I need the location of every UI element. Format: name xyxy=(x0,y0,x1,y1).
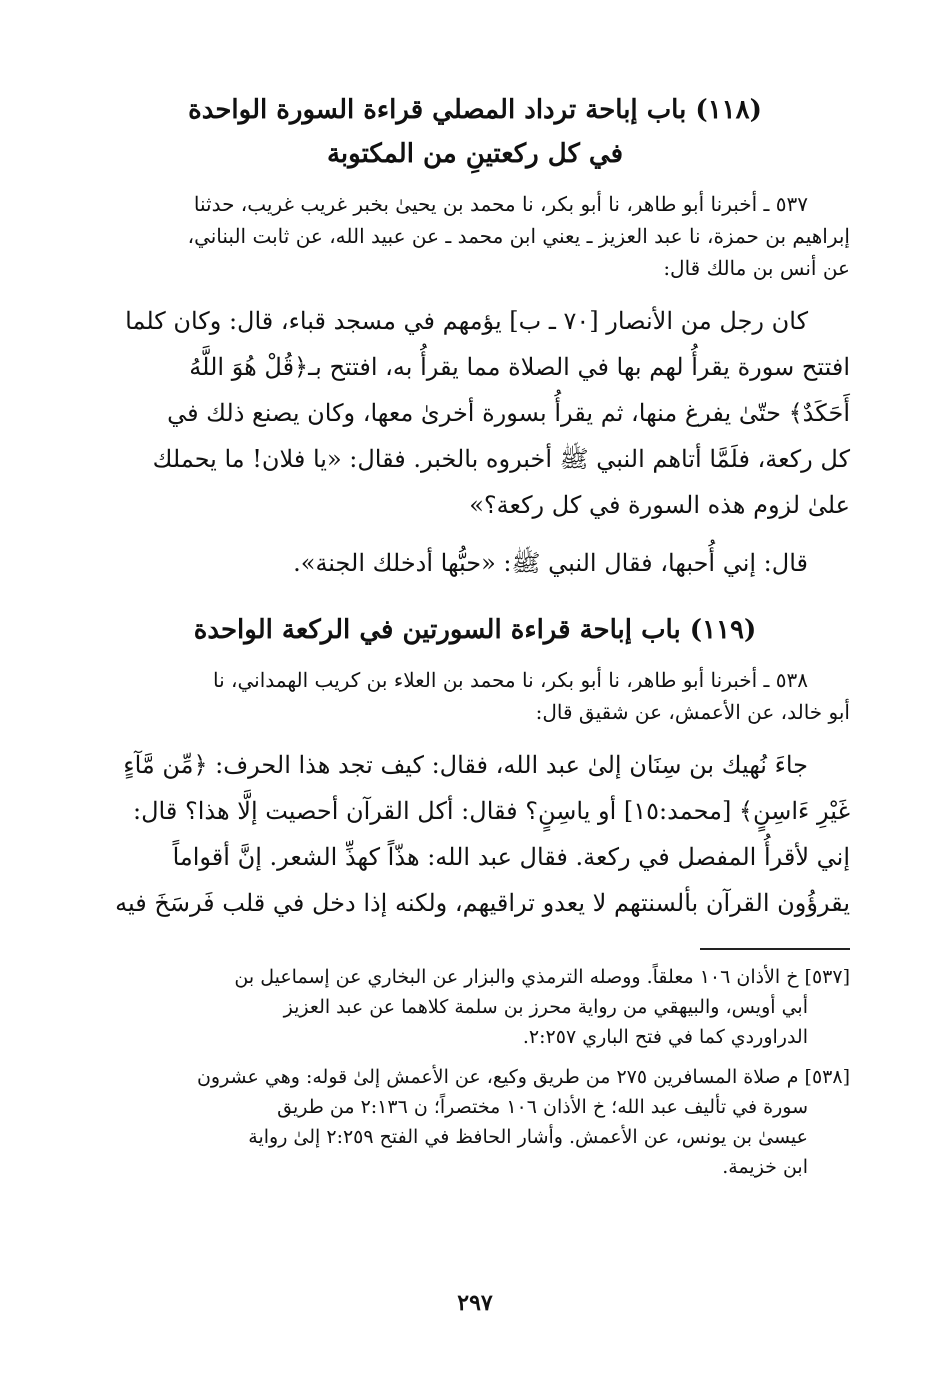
matn-line: كان رجل من الأنصار [٧٠ ـ ب] يؤمهم في مسجد قباء، قال: وكان كلما xyxy=(125,307,808,335)
footnote-line: [٥٣٨] م صلاة المسافرين ٢٧٥ من طريق وكيع، عن الأعمش إلىٰ قوله: وهي عشرون xyxy=(196,1066,850,1088)
matn-line: جاءَ نُهيك بن سِنَان إلىٰ عبد الله، فقال: كيف تجد هذا الحرف: ﴿مِّن مَّآءٍ xyxy=(123,751,808,779)
isnad-line: أبو خالد، عن الأعمش، عن شقيق قال: xyxy=(535,700,850,724)
hadith-538-isnad xyxy=(100,664,850,728)
footnote-line: [٥٣٧] خ الأذان ١٠٦ معلقاً. ووصله الترمذي والبزار عن البخاري عن إسماعيل بن xyxy=(234,966,850,988)
footnote-537 xyxy=(100,962,850,1052)
matn-line: افتتح سورة يقرأُ لهم بها في الصلاة مما يقرأُ به، افتتح بـ﴿قُلْ هُوَ اللَّهُ xyxy=(189,353,850,381)
matn-line: قال: إني أُحبها، فقال النبي ﷺ: «حبُّها أدخلك الجنة». xyxy=(293,549,808,577)
matn-line: غَيْرِ ءَاسِنٍ﴾ [محمد:١٥] أو ياسِنٍ؟ فقال: أكل القرآن أحصيت إلَّا هذا؟ قال: xyxy=(133,797,850,825)
chapter-title-119: (١١٩) باب إباحة قراءة السورتين في الركعة الواحدة xyxy=(193,615,757,645)
chapter-heading-118 xyxy=(100,88,850,176)
book-page xyxy=(100,88,850,1192)
isnad-line: ٥٣٧ ـ أخبرنا أبو طاهر، نا أبو بكر، نا محمد بن يحيىٰ بخبر غريب غريب، حدثنا xyxy=(193,192,808,216)
chapter-title-118-line1: (١١٨) باب إباحة ترداد المصلي قراءة السورة الواحدة xyxy=(188,95,762,125)
chapter-title-118-line2: في كل ركعتينِ من المكتوبة xyxy=(326,139,624,169)
footnote-line: سورة في تأليف عبد الله؛ خ الأذان ١٠٦ مختصراً؛ ن ٢:١٣٦ من طريق xyxy=(277,1096,808,1118)
footnote-line: أبي أويس، والبيهقي من رواية محرز بن سلمة كلاهما عن عبد العزيز xyxy=(283,996,808,1018)
matn-line: يقرؤُون القرآن بألسنتهم لا يعدو تراقيهم، ولكنه إذا دخل في قلب فَرسَخَ فيه xyxy=(115,889,850,917)
matn-line: إني لأقرأُ المفصل في ركعة. فقال عبد الله: هذّاً كهذِّ الشعر. إنَّ أقواماً xyxy=(172,843,850,871)
hadith-537-reply xyxy=(100,540,850,586)
footnote-538 xyxy=(100,1062,850,1182)
footnote-line: الدراوردي كما في فتح الباري ٢:٢٥٧. xyxy=(522,1026,808,1048)
matn-line: كل ركعة، فلَمَّا أتاهم النبي ﷺ أخبروه بالخبر. فقال: «يا فلان! ما يحملك xyxy=(152,445,850,473)
isnad-line: ٥٣٨ ـ أخبرنا أبو طاهر، نا أبو بكر، نا محمد بن العلاء بن كريب الهمداني، نا xyxy=(213,668,808,692)
chapter-heading-119 xyxy=(100,608,850,652)
matn-line: أَحَكَدٌ﴾ حتّىٰ يفرغ منها، ثم يقرأُ بسورة أخرىٰ معها، وكان يصنع ذلك في xyxy=(167,399,850,427)
page-number: ٢٩٧ xyxy=(457,1290,493,1316)
hadith-538-text xyxy=(100,742,850,926)
isnad-line: إبراهيم بن حمزة، نا عبد العزيز ـ يعني ابن محمد ـ عن عبيد الله، عن ثابت البناني، xyxy=(187,224,850,248)
footnote-line: ابن خزيمة. xyxy=(722,1156,808,1178)
footnote-line: عيسىٰ بن يونس، عن الأعمش. وأشار الحافظ في الفتح ٢:٢٥٩ إلىٰ رواية xyxy=(248,1126,808,1148)
hadith-537-isnad xyxy=(100,188,850,284)
hadith-537-text xyxy=(100,298,850,528)
isnad-line: عن أنس بن مالك قال: xyxy=(663,256,850,280)
matn-line: علىٰ لزوم هذه السورة في كل ركعة؟» xyxy=(469,491,850,519)
footnote-divider xyxy=(700,948,850,950)
